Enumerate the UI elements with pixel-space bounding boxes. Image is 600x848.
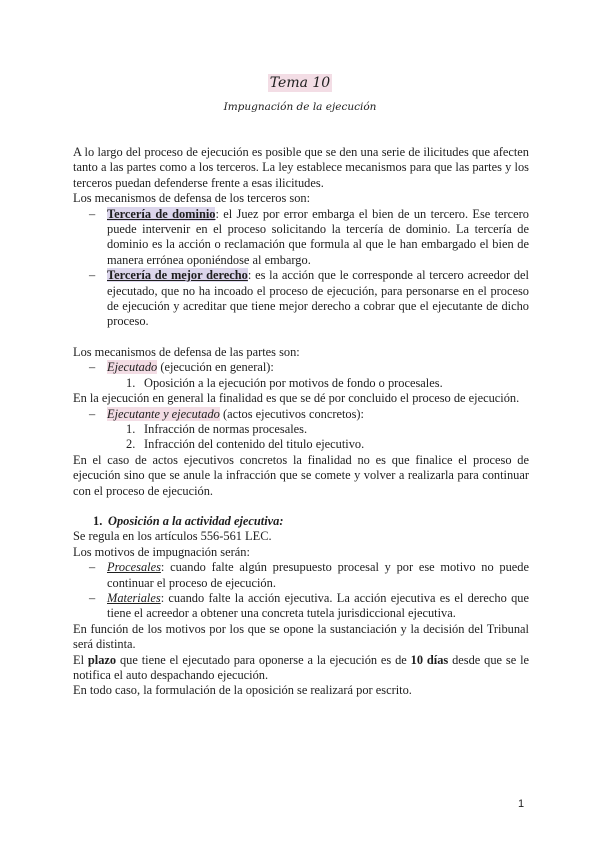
list-item-materiales [73,591,529,622]
list-item-ejecutante [73,407,529,422]
term-terceria-dominio: Tercería de dominio [107,206,216,221]
numbered-item [73,376,529,391]
text-terceria-mejor-derecho: : es la acción que le corresponde al tercero acreedor del ejecutado, que no ha incoado el proceso de ejecución, para personarse en el proceso de ejecución y acreditar que tiene mejor derecho a cobrar que el ejecutante de dicho proceso. [107,268,529,329]
item-text: Oposición a la ejecución por motivos de fondo o procesales. [144,375,443,390]
text-procesales: : cuando falte algún presupuesto procesal y por ese motivo no puede continuar el proceso de ejecución. [107,560,529,590]
list-item-terceria-mejor-derecho [73,268,529,330]
motivos-intro: Los motivos de impugnación serán: [73,544,250,559]
list-item-procesales [73,560,529,591]
term-ejecutante: Ejecutante y ejecutado [107,406,220,421]
text-terceria-dominio: : el Juez por error embarga el bien de un tercero. Ese tercero puede intervenir en el proceso solicitando la tercería de dominio. La tercería de dominio es la acción o reclamación que formula al que le han embargado el bien de manera errónea oponiéndose al embargo. [107,206,530,267]
numbered-item [73,437,529,452]
text-materiales: : cuando falte la acción ejecutiva. La acción ejecutiva es el derecho que tiene el acreedor a obtener una concreta tutela jurisdiccional ejecutiva. [107,590,529,621]
general-note: En la ejecución en general la finalidad es que se dé por concluido el proceso de ejecución. [73,391,520,406]
term-terceria-mejor-derecho: Tercería de mejor derecho [107,268,248,283]
spacer [73,330,529,345]
dash-bullet-icon: – [89,268,96,283]
document-body [73,145,529,699]
item-text: Infracción de normas procesales. [144,421,308,436]
concrete-note: En el caso de actos ejecutivos concretos la finalidad no es que finalice el proceso de ejecución sino que se anule la infracción que se comete y volver a realizarla para continuar con el proceso de ejecución. [73,452,529,498]
page-title [0,74,600,92]
plazo-text-a: El [73,652,88,667]
dash-bullet-icon: – [89,590,96,605]
term-materiales: Materiales [107,590,161,605]
list-item-ejecutado [73,360,529,375]
text-ejecutado: (ejecución en general): [157,360,274,375]
section-title: Oposición a la actividad ejecutiva: [108,513,284,528]
text-ejecutante: (actos ejecutivos concretos): [219,406,364,421]
plazo-days: 10 días [410,652,449,667]
page-subtitle: Impugnación de la ejecución [223,101,377,113]
partes-intro: Los mecanismos de defensa de las partes son: [73,344,300,359]
dash-bullet-icon: – [89,206,96,221]
item-number: 2. [126,437,136,452]
term-ejecutado: Ejecutado [107,360,158,375]
plazo-bold: plazo [87,652,117,667]
escrito-paragraph: En todo caso, la formulación de la oposición se realizará por escrito. [73,683,412,698]
spacer [73,499,529,514]
plazo-text-c: que tiene el ejecutado para oponerse a la ejecución es de [116,652,411,667]
dash-bullet-icon: – [89,406,96,421]
item-number: 1. [126,421,136,436]
page-number: 1 [518,798,525,810]
intro-paragraph: A lo largo del proceso de ejecución es posible que se den una serie de ilicitudes que afecten tanto a las partes como a los terceros. La ley establece mecanismos para que las partes y los terceros puedan defenderse frente a esas ilicitudes. [73,145,529,190]
funcion-paragraph: En función de los motivos por los que se opone la sustanciación y la decisión del Tribunal será distinta. [73,621,529,652]
plazo-text-e: desde que se le notifica el auto despachando ejecución. [73,652,530,682]
plazo-paragraph [73,653,529,684]
title-text: Tema 10 [269,75,331,91]
section-number: 1. [93,513,103,528]
dash-bullet-icon: – [89,360,96,375]
regula-line: Se regula en los artículos 556-561 LEC. [73,529,272,544]
numbered-item [73,422,529,437]
section-heading [73,514,529,529]
term-procesales: Procesales [107,560,161,575]
terceros-intro: Los mecanismos de defensa de los terceros son: [73,191,311,206]
item-number: 1. [126,375,136,390]
list-item-terceria-dominio [73,207,529,269]
item-text: Infracción del contenido del titulo ejecutivo. [144,437,365,452]
dash-bullet-icon: – [89,560,96,575]
